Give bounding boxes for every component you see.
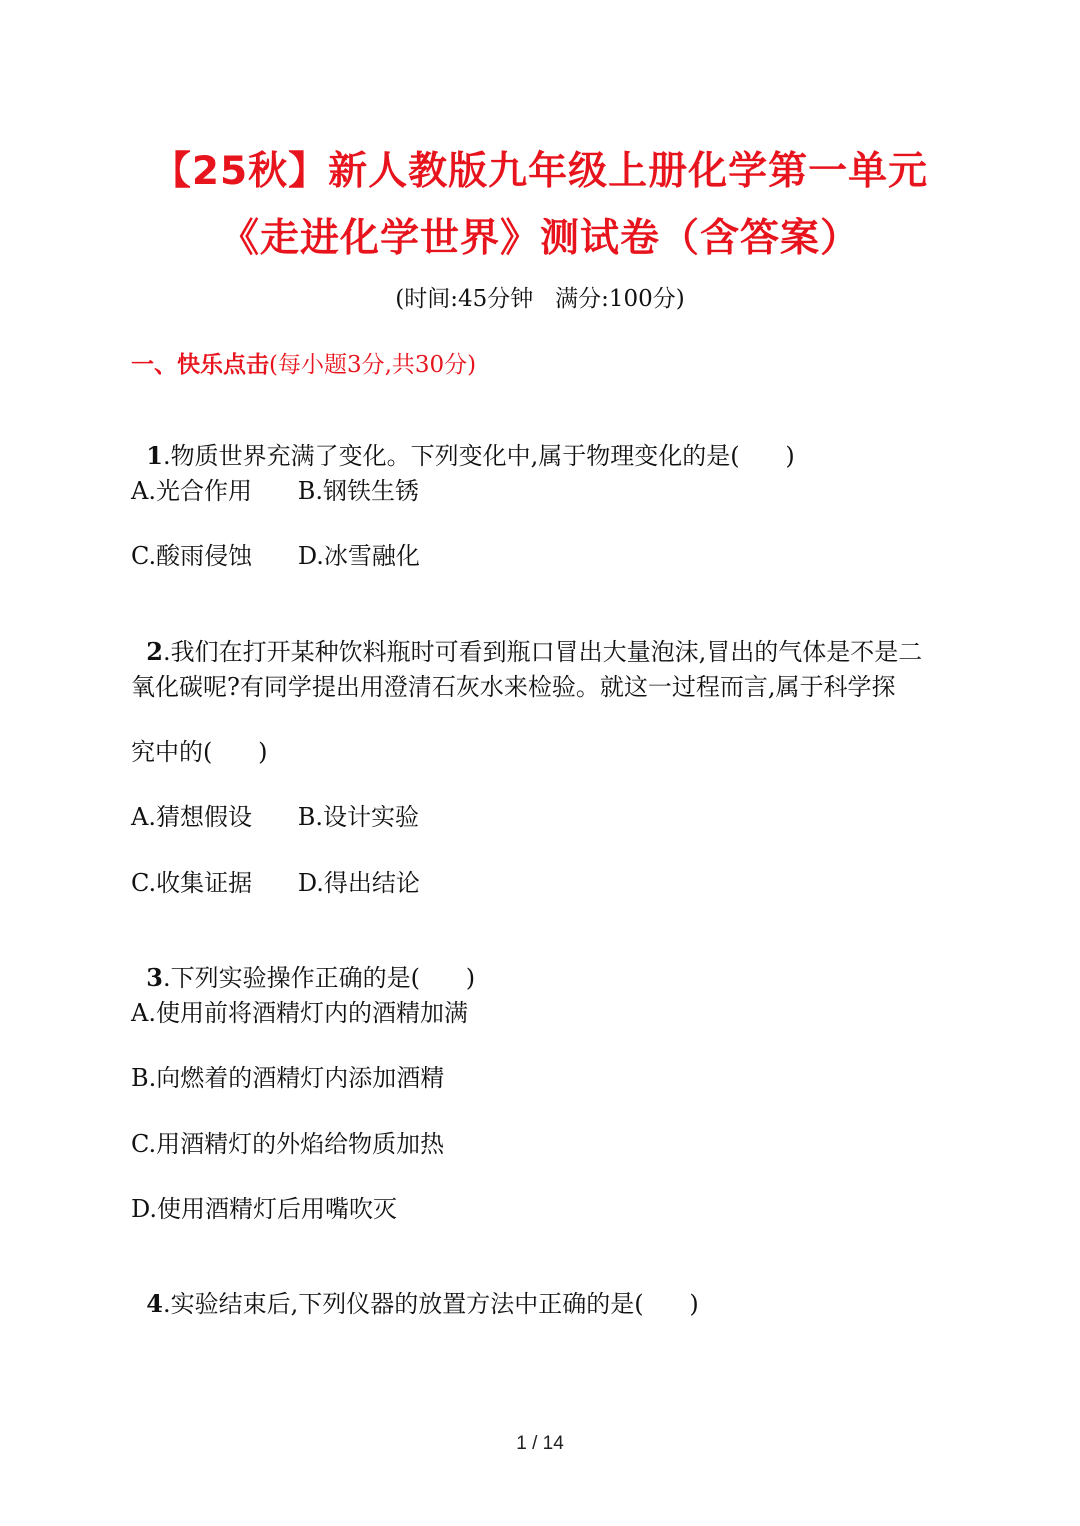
question-stem-line: 1.物质世界充满了变化。下列变化中,属于物理变化的是( ) bbox=[146, 441, 795, 470]
document-title-line-2: 《走进化学世界》测试卷（含答案） bbox=[219, 216, 860, 261]
option-row: B.向燃着的酒精灯内添加酒精 bbox=[131, 1064, 445, 1092]
question-stem-line: 3.下列实验操作正确的是( ) bbox=[146, 963, 476, 992]
section-label: 一、快乐点击 bbox=[131, 352, 269, 378]
option-row: C.酸雨侵蚀 D.冰雪融化 bbox=[131, 542, 420, 570]
option-row: A.光合作用 B.钢铁生锈 bbox=[131, 477, 419, 505]
page-indicator: 1 / 14 bbox=[516, 1433, 564, 1454]
question-number: 4 bbox=[146, 1289, 163, 1318]
document-title-line-1: 【25秋】新人教版九年级上册化学第一单元 bbox=[151, 149, 929, 194]
question-number: 1 bbox=[146, 441, 163, 470]
question-number: 2 bbox=[146, 637, 163, 666]
section-heading bbox=[131, 346, 476, 379]
question-stem-line: 4.实验结束后,下列仪器的放置方法中正确的是( ) bbox=[146, 1289, 699, 1318]
option-row: C.收集证据 D.得出结论 bbox=[131, 869, 420, 897]
section-scoring: (每小题3分,共30分) bbox=[269, 352, 477, 378]
option-row: C.用酒精灯的外焰给物质加热 bbox=[131, 1130, 445, 1158]
option-row: A.猜想假设 B.设计实验 bbox=[131, 803, 419, 831]
option-row: D.使用酒精灯后用嘴吹灭 bbox=[131, 1195, 398, 1223]
option-row: A.使用前将酒精灯内的酒精加满 bbox=[131, 999, 468, 1027]
question-stem-line: 究中的( ) bbox=[131, 738, 268, 766]
exam-time-and-score: (时间:45分钟 满分:100分) bbox=[395, 286, 685, 312]
question-number: 3 bbox=[146, 963, 163, 992]
question-stem-line: 2.我们在打开某种饮料瓶时可看到瓶口冒出大量泡沫,冒出的气体是不是二 bbox=[146, 637, 923, 666]
question-stem-line: 氧化碳呢?有同学提出用澄清石灰水来检验。就这一过程而言,属于科学探 bbox=[131, 673, 896, 701]
